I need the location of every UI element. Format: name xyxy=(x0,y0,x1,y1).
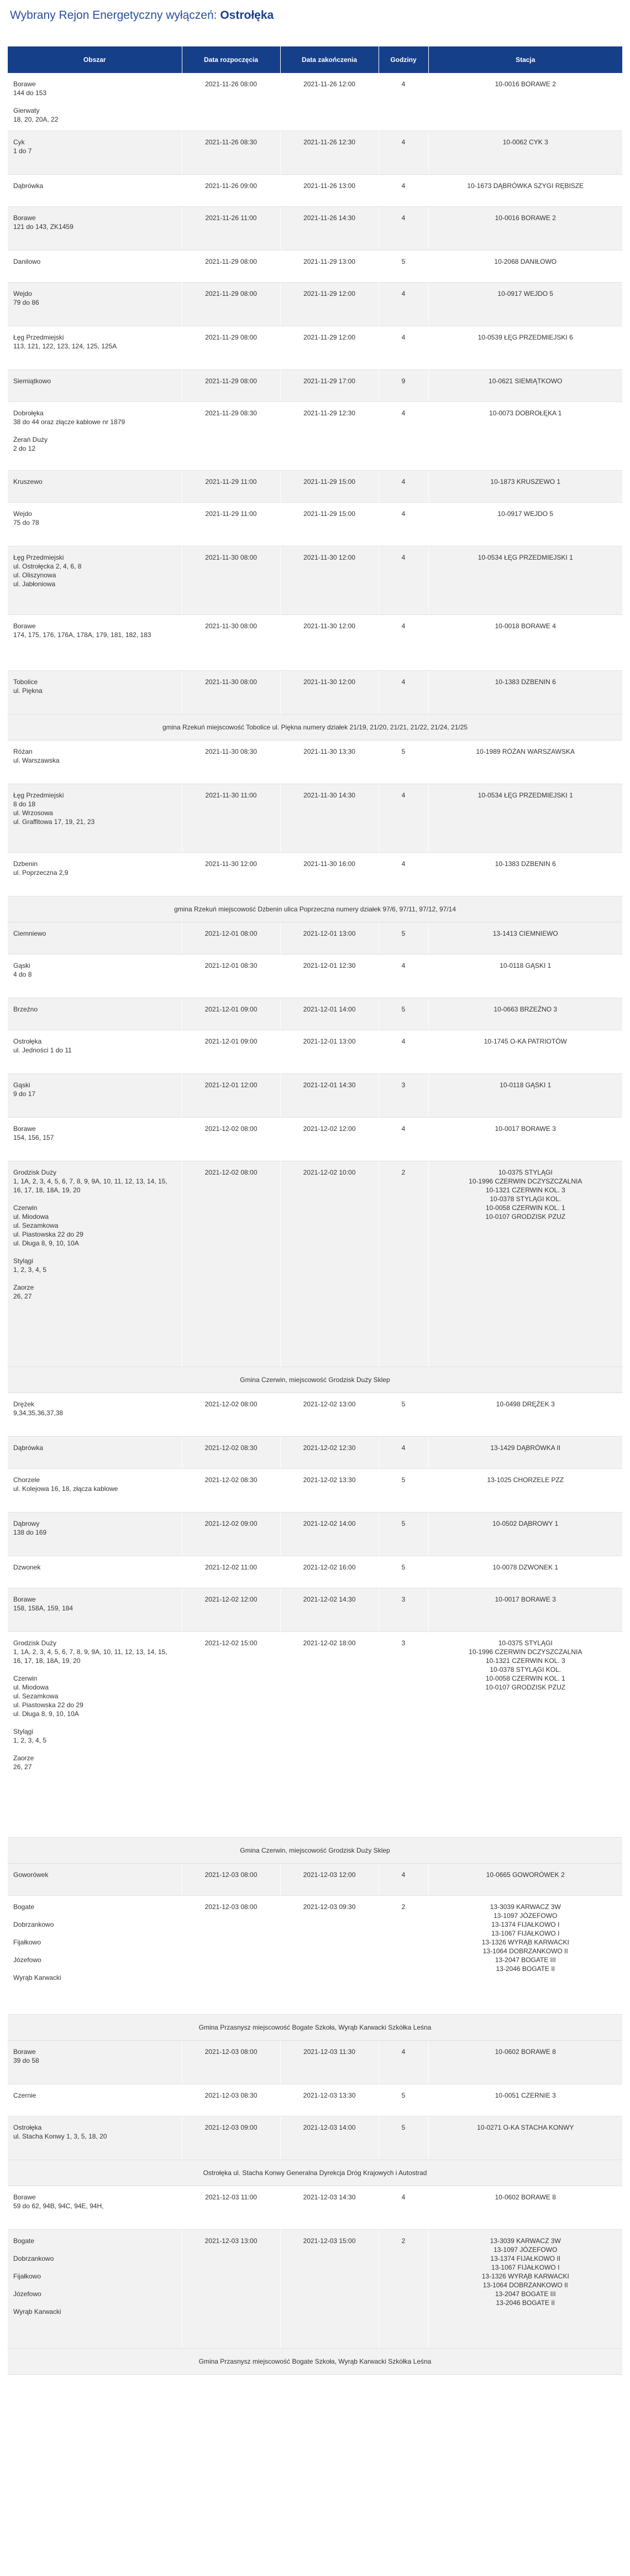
start-date-cell: 2021-11-29 08:00 xyxy=(182,370,280,402)
station-cell: 10-0917 WEJDO 5 xyxy=(428,283,622,326)
hours-cell: 4 xyxy=(379,471,428,503)
start-date-cell: 2021-11-29 08:00 xyxy=(182,251,280,283)
table-row xyxy=(8,2084,622,2116)
area-cell: Borawe 121 do 143, ZK1459 xyxy=(8,207,182,251)
station-cell: 10-0062 CYK 3 xyxy=(428,131,622,175)
end-date-cell: 2021-12-02 10:00 xyxy=(280,1161,379,1367)
title-prefix: Wybrany Rejon Energetyczny wyłączeń: xyxy=(10,9,217,22)
area-cell: Łęg Przedmiejski 113, 121, 122, 123, 124, 125, 125A xyxy=(8,326,182,370)
page-title xyxy=(10,9,622,22)
station-cell: 10-0375 STYLĄGI 10-1996 CZERWIN DCZYSZCZALNIA 10-1321 CZERWIN KOL. 3 10-0378 STYLĄGI KOL. 10-0058 CZERWIN KOL. 1 10-0107 GRODZISK PZUZ xyxy=(428,1632,622,1838)
start-date-cell: 2021-11-29 08:30 xyxy=(182,402,280,471)
note-row xyxy=(8,715,622,741)
table-row xyxy=(8,370,622,402)
note-row xyxy=(8,2015,622,2041)
station-cell: 10-0078 DZWONEK 1 xyxy=(428,1556,622,1588)
table-row xyxy=(8,1864,622,1896)
start-date-cell: 2021-11-30 08:30 xyxy=(182,741,280,784)
table-row xyxy=(8,853,622,896)
hours-cell: 5 xyxy=(379,1556,428,1588)
hours-cell: 4 xyxy=(379,1437,428,1469)
table-row xyxy=(8,1393,622,1437)
station-cell: 10-1745 O-KA PATRIOTÓW xyxy=(428,1030,622,1074)
area-cell: Ostrołęka ul. Jedności 1 do 11 xyxy=(8,1030,182,1074)
start-date-cell: 2021-11-26 09:00 xyxy=(182,175,280,207)
table-row xyxy=(8,207,622,251)
area-cell: Gąski 4 do 8 xyxy=(8,955,182,998)
area-cell: Łęg Przedmiejski ul. Ostrołęcka 2, 4, 6, 8 ul. Oliszynowa ul. Jabłoniowa xyxy=(8,546,182,615)
note-text: Gmina Czerwin, miejscowość Grodzisk Duży Sklep xyxy=(8,1367,622,1393)
start-date-cell: 2021-11-26 11:00 xyxy=(182,207,280,251)
start-date-cell: 2021-12-03 11:00 xyxy=(182,2186,280,2230)
station-cell: 10-0375 STYLĄGI 10-1996 CZERWIN DCZYSZCZALNIA 10-1321 CZERWIN KOL. 3 10-0378 STYLĄGI KOL. 10-0058 CZERWIN KOL. 1 10-0107 GRODZISK PZUZ xyxy=(428,1161,622,1367)
area-cell: Bogate Dobrzankowo Fijałkowo Józefowo Wyrąb Karwacki xyxy=(8,1896,182,2015)
note-text: gmina Rzekuń miejscowość Tobolice ul. Piękna numery działek 21/19, 21/20, 21/21, 21/22, 21/24, 21/25 xyxy=(8,715,622,741)
area-cell: Brzeźno xyxy=(8,998,182,1030)
hours-cell: 5 xyxy=(379,922,428,955)
column-header-start[interactable]: Data rozpoczęcia xyxy=(182,46,280,73)
end-date-cell: 2021-12-03 09:30 xyxy=(280,1896,379,2015)
start-date-cell: 2021-12-02 11:00 xyxy=(182,1556,280,1588)
station-cell: 10-1383 DZBENIN 6 xyxy=(428,853,622,896)
start-date-cell: 2021-12-03 08:00 xyxy=(182,1896,280,2015)
note-row xyxy=(8,1367,622,1393)
station-cell: 10-0502 DĄBROWY 1 xyxy=(428,1513,622,1556)
end-date-cell: 2021-12-01 12:30 xyxy=(280,955,379,998)
end-date-cell: 2021-11-29 15:00 xyxy=(280,471,379,503)
hours-cell: 4 xyxy=(379,326,428,370)
area-cell: Wejdo 79 do 86 xyxy=(8,283,182,326)
area-cell: Drężek 9,34,35,36,37,38 xyxy=(8,1393,182,1437)
end-date-cell: 2021-12-03 15:00 xyxy=(280,2230,379,2349)
hours-cell: 4 xyxy=(379,671,428,715)
start-date-cell: 2021-12-01 08:30 xyxy=(182,955,280,998)
area-cell: Dzbenin ul. Poprzeczna 2,9 xyxy=(8,853,182,896)
station-cell: 13-1429 DĄBRÓWKA II xyxy=(428,1437,622,1469)
table-row xyxy=(8,175,622,207)
column-header-station[interactable]: Stacja xyxy=(428,46,622,73)
table-row xyxy=(8,1469,622,1513)
station-cell: 10-0498 DRĘŻEK 3 xyxy=(428,1393,622,1437)
station-cell: 10-0017 BORAWE 3 xyxy=(428,1588,622,1632)
end-date-cell: 2021-12-02 12:30 xyxy=(280,1437,379,1469)
end-date-cell: 2021-11-30 16:00 xyxy=(280,853,379,896)
table-row xyxy=(8,326,622,370)
hours-cell: 2 xyxy=(379,1896,428,2015)
station-cell: 10-1989 RÓŻAN WARSZAWSKA xyxy=(428,741,622,784)
table-row xyxy=(8,922,622,955)
hours-cell: 4 xyxy=(379,175,428,207)
station-cell: 13-3039 KARWACZ 3W 13-1097 JÓZEFOWO 13-1374 FIJAŁKOWO I 13-1067 FIJAŁKOWO I 13-1326 WYRĄB KARWACKI 13-1064 DOBRZANKOWO II 13-2047 BOGATE III 13-2046 BOGATE II xyxy=(428,1896,622,2015)
end-date-cell: 2021-12-02 18:00 xyxy=(280,1632,379,1838)
hours-cell: 4 xyxy=(379,73,428,131)
end-date-cell: 2021-11-29 12:00 xyxy=(280,283,379,326)
table-row xyxy=(8,671,622,715)
station-cell: 10-0665 GOWORÓWEK 2 xyxy=(428,1864,622,1896)
area-cell: Cyk 1 do 7 xyxy=(8,131,182,175)
column-header-area[interactable]: Obszar xyxy=(8,46,182,73)
area-cell: Siemiątkowo xyxy=(8,370,182,402)
hours-cell: 4 xyxy=(379,402,428,471)
start-date-cell: 2021-11-26 08:00 xyxy=(182,73,280,131)
end-date-cell: 2021-12-03 14:00 xyxy=(280,2116,379,2160)
area-cell: Wejdo 75 do 78 xyxy=(8,503,182,546)
area-cell: Borawe 158, 158A, 159, 184 xyxy=(8,1588,182,1632)
note-text: Gmina Czerwin, miejscowość Grodzisk Duży Sklep xyxy=(8,1838,622,1864)
end-date-cell: 2021-11-29 15:00 xyxy=(280,503,379,546)
table-row xyxy=(8,1896,622,2015)
area-cell: Borawe 174, 175, 176, 176A, 178A, 179, 181, 182, 183 xyxy=(8,615,182,671)
table-row xyxy=(8,955,622,998)
hours-cell: 4 xyxy=(379,853,428,896)
station-cell: 10-0073 DOBROŁĘKA 1 xyxy=(428,402,622,471)
table-row xyxy=(8,1030,622,1074)
note-row xyxy=(8,896,622,922)
end-date-cell: 2021-11-30 12:00 xyxy=(280,615,379,671)
note-text: Gmina Przasnysz miejscowość Bogate Szkoła, Wyrąb Karwacki Szkółka Leśna xyxy=(8,2015,622,2041)
start-date-cell: 2021-12-03 08:00 xyxy=(182,1864,280,1896)
end-date-cell: 2021-12-01 14:30 xyxy=(280,1074,379,1118)
area-cell: Grodzisk Duży 1, 1A, 2, 3, 4, 5, 6, 7, 8, 9, 9A, 10, 11, 12, 13, 14, 15, 16, 17, 18, 18A, 19, 20 Czerwin ul. Miodowa ul. Sezamkowa ul. Piastowska 22 do 29 ul. Długa 8, 9, 10, 10A Stylągi 1, 2, 3, 4, 5 Zaorze 26, 27 xyxy=(8,1632,182,1838)
column-header-end[interactable]: Data zakończenia xyxy=(280,46,379,73)
station-cell: 13-3039 KARWACZ 3W 13-1097 JÓZEFOWO 13-1374 FIJAŁKOWO II 13-1067 FIJAŁKOWO I 13-1326 WYRĄB KARWACKI 13-1064 DOBRZANKOWO II 13-2047 BOGATE III 13-2046 BOGATE II xyxy=(428,2230,622,2349)
hours-cell: 3 xyxy=(379,1074,428,1118)
area-cell: Grodzisk Duży 1, 1A, 2, 3, 4, 5, 6, 7, 8, 9, 9A, 10, 11, 12, 13, 14, 15, 16, 17, 18, 18A, 19, 20 Czerwin ul. Miodowa ul. Sezamkowa ul. Piastowska 22 do 29 ul. Długa 8, 9, 10, 10A Stylągi 1, 2, 3, 4, 5 Zaorze 26, 27 xyxy=(8,1161,182,1367)
area-cell: Borawe 39 do 58 xyxy=(8,2041,182,2084)
station-cell: 10-0016 BORAWE 2 xyxy=(428,73,622,131)
note-row xyxy=(8,2349,622,2375)
end-date-cell: 2021-11-29 17:00 xyxy=(280,370,379,402)
hours-cell: 5 xyxy=(379,251,428,283)
end-date-cell: 2021-12-03 13:30 xyxy=(280,2084,379,2116)
area-cell: Dąbrówka xyxy=(8,175,182,207)
table-row xyxy=(8,615,622,671)
start-date-cell: 2021-12-01 09:00 xyxy=(182,1030,280,1074)
hours-cell: 5 xyxy=(379,1469,428,1513)
table-row xyxy=(8,1161,622,1367)
note-text: gmina Rzekuń miejscowość Dzbenin ulica Poprzeczna numery działek 97/6, 97/11, 97/12, 97/14 xyxy=(8,896,622,922)
area-cell: Łęg Przedmiejski 8 do 18 ul. Wrzosowa ul. Graffitowa 17, 19, 21, 23 xyxy=(8,784,182,853)
table-row xyxy=(8,503,622,546)
hours-cell: 4 xyxy=(379,1118,428,1161)
station-cell: 10-1383 DZBENIN 6 xyxy=(428,671,622,715)
hours-cell: 5 xyxy=(379,1513,428,1556)
end-date-cell: 2021-12-02 12:00 xyxy=(280,1118,379,1161)
hours-cell: 9 xyxy=(379,370,428,402)
end-date-cell: 2021-12-02 14:30 xyxy=(280,1588,379,1632)
area-cell: Dzwonek xyxy=(8,1556,182,1588)
area-cell: Borawe 59 do 62, 94B, 94C, 94E, 94H, xyxy=(8,2186,182,2230)
end-date-cell: 2021-11-26 12:00 xyxy=(280,73,379,131)
hours-cell: 5 xyxy=(379,998,428,1030)
table-row xyxy=(8,471,622,503)
table-row xyxy=(8,784,622,853)
station-cell: 10-1673 DĄBRÓWKA SZYGI RĘBISZE xyxy=(428,175,622,207)
table-row xyxy=(8,1437,622,1469)
hours-cell: 5 xyxy=(379,2084,428,2116)
end-date-cell: 2021-11-30 13:30 xyxy=(280,741,379,784)
area-cell: Różan ul. Warszawska xyxy=(8,741,182,784)
table-row xyxy=(8,402,622,471)
station-cell: 10-0271 O-KA STACHA KONWY xyxy=(428,2116,622,2160)
start-date-cell: 2021-12-01 09:00 xyxy=(182,998,280,1030)
start-date-cell: 2021-12-03 08:30 xyxy=(182,2084,280,2116)
hours-cell: 5 xyxy=(379,2116,428,2160)
note-text: Ostrołęka ul. Stacha Konwy Generalna Dyrekcja Dróg Krajowych i Autostrad xyxy=(8,2160,622,2186)
start-date-cell: 2021-11-26 08:30 xyxy=(182,131,280,175)
end-date-cell: 2021-12-02 13:00 xyxy=(280,1393,379,1437)
hours-cell: 5 xyxy=(379,1393,428,1437)
area-cell: Ostrołęka ul. Stacha Konwy 1, 3, 5, 18, 20 xyxy=(8,2116,182,2160)
table-row xyxy=(8,283,622,326)
hours-cell: 3 xyxy=(379,1588,428,1632)
end-date-cell: 2021-11-30 12:00 xyxy=(280,546,379,615)
area-cell: Kruszewo xyxy=(8,471,182,503)
table-row xyxy=(8,998,622,1030)
start-date-cell: 2021-12-02 08:30 xyxy=(182,1437,280,1469)
station-cell: 10-0118 GĄSKI 1 xyxy=(428,955,622,998)
area-cell: Dąbrówka xyxy=(8,1437,182,1469)
end-date-cell: 2021-11-26 12:30 xyxy=(280,131,379,175)
station-cell: 10-0018 BORAWE 4 xyxy=(428,615,622,671)
table-row xyxy=(8,546,622,615)
area-cell: Gąski 9 do 17 xyxy=(8,1074,182,1118)
end-date-cell: 2021-12-02 16:00 xyxy=(280,1556,379,1588)
hours-cell: 4 xyxy=(379,207,428,251)
table-row xyxy=(8,741,622,784)
station-cell: 10-0602 BORAWE 8 xyxy=(428,2041,622,2084)
area-cell: Czernie xyxy=(8,2084,182,2116)
hours-cell: 4 xyxy=(379,2186,428,2230)
table-row xyxy=(8,1118,622,1161)
start-date-cell: 2021-11-30 08:00 xyxy=(182,671,280,715)
table-header xyxy=(8,46,622,73)
table-row xyxy=(8,2230,622,2349)
table-row xyxy=(8,1556,622,1588)
start-date-cell: 2021-12-02 12:00 xyxy=(182,1588,280,1632)
end-date-cell: 2021-12-03 14:30 xyxy=(280,2186,379,2230)
start-date-cell: 2021-12-02 08:30 xyxy=(182,1469,280,1513)
station-cell: 10-0016 BORAWE 2 xyxy=(428,207,622,251)
end-date-cell: 2021-12-02 13:30 xyxy=(280,1469,379,1513)
table-body xyxy=(8,73,622,2375)
start-date-cell: 2021-11-30 08:00 xyxy=(182,615,280,671)
station-cell: 10-0602 BORAWE 8 xyxy=(428,2186,622,2230)
column-header-hours[interactable]: Godziny xyxy=(379,46,428,73)
area-cell: Tobolice ul. Piękna xyxy=(8,671,182,715)
table-row xyxy=(8,2041,622,2084)
start-date-cell: 2021-11-29 08:00 xyxy=(182,326,280,370)
end-date-cell: 2021-12-01 13:00 xyxy=(280,922,379,955)
end-date-cell: 2021-11-29 13:00 xyxy=(280,251,379,283)
table-row xyxy=(8,2116,622,2160)
station-cell: 10-0534 ŁĘG PRZEDMIEJSKI 1 xyxy=(428,784,622,853)
table-row xyxy=(8,1074,622,1118)
start-date-cell: 2021-11-30 12:00 xyxy=(182,853,280,896)
note-row xyxy=(8,1838,622,1864)
end-date-cell: 2021-12-01 14:00 xyxy=(280,998,379,1030)
start-date-cell: 2021-12-02 08:00 xyxy=(182,1161,280,1367)
station-cell: 10-0917 WEJDO 5 xyxy=(428,503,622,546)
area-cell: Borawe 144 do 153 Gierwaty 18, 20, 20A, 22 xyxy=(8,73,182,131)
note-text: Gmina Przasnysz miejscowość Bogate Szkoła, Wyrąb Karwacki Szkółka Leśna xyxy=(8,2349,622,2375)
end-date-cell: 2021-12-01 13:00 xyxy=(280,1030,379,1074)
start-date-cell: 2021-11-30 08:00 xyxy=(182,546,280,615)
start-date-cell: 2021-12-01 08:00 xyxy=(182,922,280,955)
hours-cell: 4 xyxy=(379,131,428,175)
hours-cell: 4 xyxy=(379,283,428,326)
hours-cell: 4 xyxy=(379,546,428,615)
station-cell: 10-2068 DANIŁOWO xyxy=(428,251,622,283)
hours-cell: 4 xyxy=(379,615,428,671)
table-row xyxy=(8,131,622,175)
end-date-cell: 2021-12-03 11:30 xyxy=(280,2041,379,2084)
note-row xyxy=(8,2160,622,2186)
region-name: Ostrołęka xyxy=(220,9,274,22)
hours-cell: 4 xyxy=(379,503,428,546)
area-cell: Dobrołęka 38 do 44 oraz złącze kablowe nr 1879 Żerań Duży 2 do 12 xyxy=(8,402,182,471)
hours-cell: 5 xyxy=(379,741,428,784)
start-date-cell: 2021-12-03 09:00 xyxy=(182,2116,280,2160)
station-cell: 13-1413 CIEMNIEWO xyxy=(428,922,622,955)
end-date-cell: 2021-11-29 12:00 xyxy=(280,326,379,370)
station-cell: 10-0118 GĄSKI 1 xyxy=(428,1074,622,1118)
hours-cell: 2 xyxy=(379,1161,428,1367)
end-date-cell: 2021-11-30 12:00 xyxy=(280,671,379,715)
station-cell: 10-0017 BORAWE 3 xyxy=(428,1118,622,1161)
hours-cell: 2 xyxy=(379,2230,428,2349)
hours-cell: 4 xyxy=(379,1864,428,1896)
area-cell: Bogate Dobrzankowo Fijałkowo Józefowo Wyrąb Karwacki xyxy=(8,2230,182,2349)
area-cell: Goworówek xyxy=(8,1864,182,1896)
start-date-cell: 2021-12-02 08:00 xyxy=(182,1118,280,1161)
start-date-cell: 2021-12-03 13:00 xyxy=(182,2230,280,2349)
start-date-cell: 2021-12-02 15:00 xyxy=(182,1632,280,1838)
start-date-cell: 2021-12-03 08:00 xyxy=(182,2041,280,2084)
hours-cell: 3 xyxy=(379,1632,428,1838)
outage-table xyxy=(8,46,622,2375)
station-cell: 10-0539 ŁĘG PRZEDMIEJSKI 6 xyxy=(428,326,622,370)
end-date-cell: 2021-12-03 12:00 xyxy=(280,1864,379,1896)
table-row xyxy=(8,1588,622,1632)
table-row xyxy=(8,1632,622,1838)
area-cell: Danilowo xyxy=(8,251,182,283)
end-date-cell: 2021-12-02 14:00 xyxy=(280,1513,379,1556)
table-row xyxy=(8,73,622,131)
table-row xyxy=(8,251,622,283)
station-cell: 10-0621 SIEMIĄTKOWO xyxy=(428,370,622,402)
end-date-cell: 2021-11-30 14:30 xyxy=(280,784,379,853)
hours-cell: 4 xyxy=(379,784,428,853)
area-cell: Ciemniewo xyxy=(8,922,182,955)
start-date-cell: 2021-11-30 11:00 xyxy=(182,784,280,853)
station-cell: 10-0663 BRZEŹNO 3 xyxy=(428,998,622,1030)
area-cell: Borawe 154, 156, 157 xyxy=(8,1118,182,1161)
end-date-cell: 2021-11-26 14:30 xyxy=(280,207,379,251)
hours-cell: 4 xyxy=(379,2041,428,2084)
start-date-cell: 2021-11-29 11:00 xyxy=(182,471,280,503)
start-date-cell: 2021-12-02 08:00 xyxy=(182,1393,280,1437)
area-cell: Dąbrowy 138 do 169 xyxy=(8,1513,182,1556)
area-cell: Chorzele ul. Kolejowa 16, 18, złącza kablowe xyxy=(8,1469,182,1513)
end-date-cell: 2021-11-26 13:00 xyxy=(280,175,379,207)
start-date-cell: 2021-11-29 08:00 xyxy=(182,283,280,326)
station-cell: 10-1873 KRUSZEWO 1 xyxy=(428,471,622,503)
table-row xyxy=(8,1513,622,1556)
station-cell: 13-1025 CHORZELE PZZ xyxy=(428,1469,622,1513)
hours-cell: 4 xyxy=(379,955,428,998)
start-date-cell: 2021-12-01 12:00 xyxy=(182,1074,280,1118)
hours-cell: 4 xyxy=(379,1030,428,1074)
station-cell: 10-0051 CZERNIE 3 xyxy=(428,2084,622,2116)
start-date-cell: 2021-12-02 09:00 xyxy=(182,1513,280,1556)
station-cell: 10-0534 ŁĘG PRZEDMIEJSKI 1 xyxy=(428,546,622,615)
table-row xyxy=(8,2186,622,2230)
end-date-cell: 2021-11-29 12:30 xyxy=(280,402,379,471)
start-date-cell: 2021-11-29 11:00 xyxy=(182,503,280,546)
